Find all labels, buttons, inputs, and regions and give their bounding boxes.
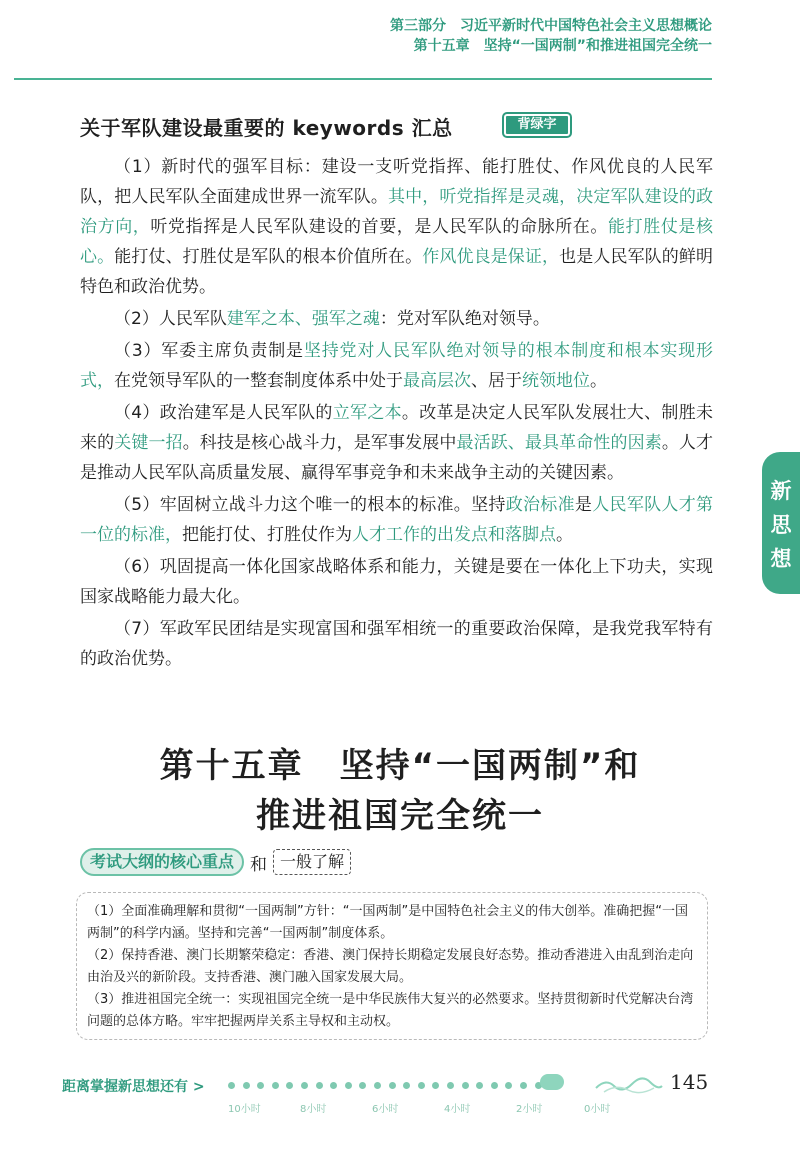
running-header [390,16,712,56]
progress-marker [540,1074,564,1090]
and-label: 和 [250,854,268,875]
body-text: （3）军委主席负责制是 [114,341,304,361]
progress-dot [447,1082,454,1089]
progress-dot [243,1082,250,1089]
highlight-text: 政治标准 [505,495,575,515]
tick-label: 10小时 [228,1104,261,1115]
body-text: （4）政治建军是人民军队的 [114,403,333,423]
body-text: （2）人民军队 [114,309,227,329]
header-chapter-title: 第十五章 坚持“一国两制”和推进祖国完全统一 [413,38,712,54]
highlight-text: 人才工作的出发点和落脚点 [352,525,556,545]
highlight-text: 关键一招 [114,433,183,453]
body-text: 、居于 [471,371,522,391]
syllabus-item-1: （1）全面准确理解和贯彻“一国两制”方针：“一国两制”是中国特色社会主义的伟大创举。准确把握“一国两制”的科学内涵。坚持和完善“一国两制”制度体系。 [87,904,688,941]
progress-dot [374,1082,381,1089]
highlight-text: 立军之本 [332,403,402,423]
highlight-text: 坚持党对人民军队绝对领导的根本制度和根本实现形式， [80,341,713,391]
side-tab-char-3: 想 [770,547,792,571]
syllabus-item-3: （3）推进祖国完全统一：实现祖国完全统一是中华民族伟大复兴的必然要求。坚持贯彻新时代党解决台湾问题的总体方略。牢牢把握两岸关系主导权和主动权。 [87,992,694,1029]
progress-dot [403,1082,410,1089]
progress-dot [359,1082,366,1089]
highlight-text: 其中，听党指挥是灵魂，决定军队建设的政治方向， [80,187,713,237]
side-tab-char-2: 思 [770,513,792,537]
body-text: 。 [556,525,573,545]
chapter-heading-line-2: 推进祖国完全统一 [256,796,544,836]
body-text: （1）新时代的强军目标：建设一支听党指挥、能打胜仗、作风优良的人民军队，把人民军队全面建成世界一流军队。 [80,157,713,207]
general-understanding-label: 一般了解 [273,849,351,875]
keyword-summary-body [80,152,713,676]
tick-label: 4小时 [444,1104,471,1115]
header-divider [14,78,712,80]
highlight-text: 建军之本、强军之魂 [226,309,380,329]
highlight-text: 作风优良是保证， [422,247,560,267]
highlight-text: 最高层次 [403,371,471,391]
progress-dot [316,1082,323,1089]
keyword-paragraph [80,490,713,550]
progress-text: 距离掌握新思想还有 > [62,1079,205,1095]
progress-dot [257,1082,264,1089]
wave-decoration-icon [594,1072,664,1094]
keyword-paragraph [80,552,713,612]
chapter-heading-line-1: 第十五章 坚持“一国两制”和 [159,746,641,786]
header-part-title: 第三部分 习近平新时代中国特色社会主义思想概论 [390,18,712,34]
progress-dot [228,1082,235,1089]
progress-dot [272,1082,279,1089]
syllabus-label [80,848,351,876]
tick-label: 6小时 [372,1104,399,1115]
highlight-text: 统领地位 [522,371,590,391]
side-tab-char-1: 新 [770,479,792,503]
body-text: 。人才是推动人民军队高质量发展、赢得军事竞争和未来战争主动的关键因素。 [80,433,714,483]
body-text: 也是人民军队的鲜明特色和政治优势。 [80,247,714,297]
progress-dot [505,1082,512,1089]
memorize-badge: 背绿字 [504,114,570,136]
tick-label: 0小时 [584,1104,611,1115]
progress-dot [491,1082,498,1089]
side-tab[interactable] [762,452,800,594]
keyword-paragraph [80,336,713,396]
progress-dot [520,1082,527,1089]
progress-dot [286,1082,293,1089]
tick-label: 8小时 [300,1104,327,1115]
body-text: （7）军政军民团结是实现富国和强军相统一的重要政治保障，是我党我军特有的政治优势。 [80,619,713,669]
body-text: （6）巩固提高一体化国家战略体系和能力，关键是要在一体化上下功夫，实现国家战略能力最大化。 [80,557,713,607]
body-text: 把能打仗、打胜仗作为 [182,525,352,545]
progress-dot [345,1082,352,1089]
keyword-paragraph [80,614,713,674]
progress-dot [330,1082,337,1089]
syllabus-item-2: （2）保持香港、澳门长期繁荣稳定：香港、澳门保持长期稳定发展良好态势。推动香港进入由乱到治走向由治及兴的新阶段。支持香港、澳门融入国家发展大局。 [87,948,694,985]
keyword-paragraph [80,398,713,488]
progress-dots [228,1080,648,1092]
section-title: 关于军队建设最重要的 keywords 汇总 [80,116,453,140]
progress-dot [476,1082,483,1089]
body-text: 。科技是核心战斗力，是军事发展中 [182,433,457,453]
highlight-text: 能打胜仗是核心。 [80,217,714,267]
body-text: 在党领导军队的一整套制度体系中处于 [114,371,403,391]
highlight-text: 人民军队人才第一位的标准， [80,495,714,545]
progress-dot [418,1082,425,1089]
progress-dot [462,1082,469,1089]
progress-dot [389,1082,396,1089]
body-text: （5）牢固树立战斗力这个唯一的根本的标准。坚持 [114,495,506,515]
body-text: 是 [574,495,593,515]
syllabus-box [76,892,708,1040]
tick-label: 2小时 [516,1104,543,1115]
body-text: 。 [590,371,607,391]
keyword-paragraph [80,152,713,302]
page-number: 145 [670,1070,709,1094]
highlight-text: 最活跃、最具革命性的因素 [456,433,662,453]
keyword-paragraph [80,304,713,334]
body-text: 听党指挥是人民军队建设的首要，是人民军队的命脉所在。 [150,217,609,237]
body-text: ：党对军队绝对领导。 [379,309,550,329]
key-points-label: 考试大纲的核心重点 [80,848,244,876]
progress-dot [301,1082,308,1089]
body-text: 能打仗、打胜仗是军队的根本价值所在。 [114,247,423,267]
progress-dot [432,1082,439,1089]
body-text: 。改革是决定人民军队发展壮大、制胜未来的 [80,403,714,453]
